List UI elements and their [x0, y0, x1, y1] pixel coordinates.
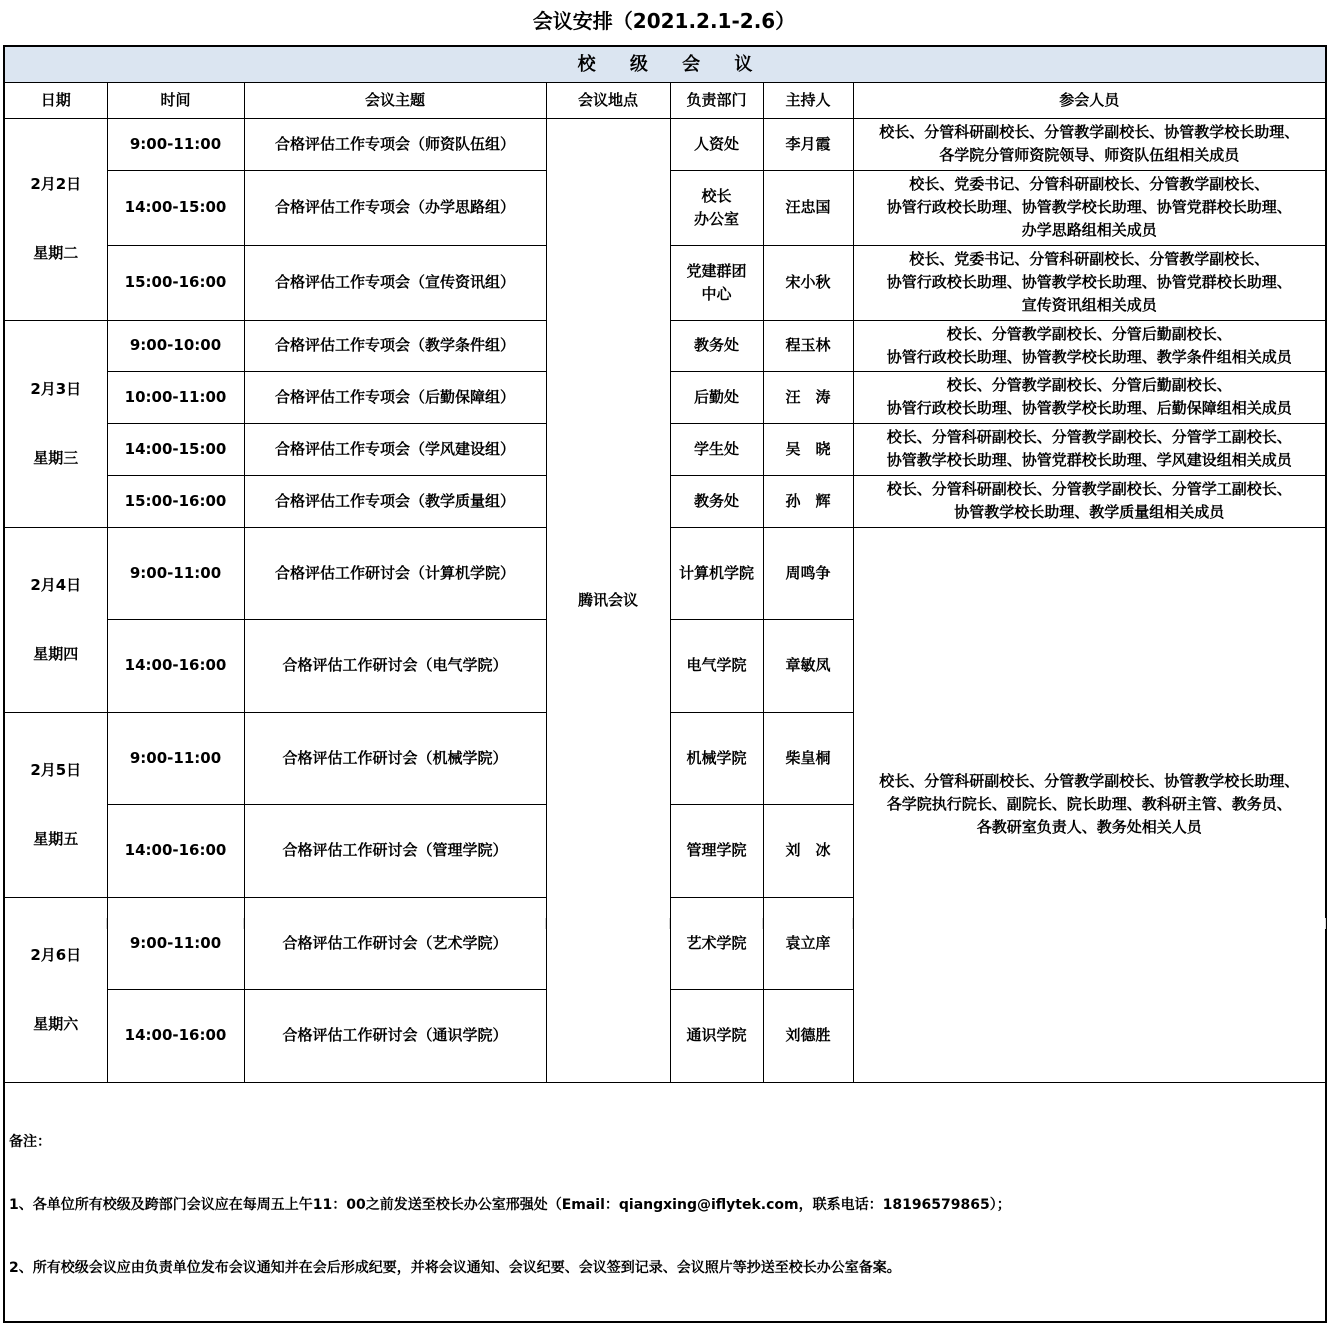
attendees-cell: 校长、党委书记、分管科研副校长、分管教学副校长、 协管行政校长助理、协管教学校长助理、协管党群校长助理、 宣传资讯组相关成员 [853, 245, 1326, 320]
attendees-cell: 校长、分管科研副校长、分管教学副校长、协管教学校长助理、 各学院分管师资院领导、师资队伍组相关成员 [853, 118, 1326, 170]
department-cell: 教务处 [670, 320, 763, 371]
col-header-location: 会议地点 [546, 82, 670, 118]
weekday-label: 星期二 [33, 244, 79, 262]
time-cell: 9:00-11:00 [107, 897, 244, 990]
time-cell: 14:00-16:00 [107, 620, 244, 713]
host-cell: 汪忠国 [763, 170, 853, 245]
time-cell: 9:00-10:00 [107, 320, 244, 371]
host-cell: 袁立庠 [763, 897, 853, 990]
attendees-cell: 校长、分管科研副校长、分管教学副校长、分管学工副校长、 协管教学校长助理、协管党群校长助理、学风建设组相关成员 [853, 423, 1326, 475]
time-cell: 9:00-11:00 [107, 527, 244, 620]
attendees-cell: 校长、分管教学副校长、分管后勤副校长、 协管行政校长助理、协管教学校长助理、后勤保障组相关成员 [853, 371, 1326, 423]
host-cell: 宋小秋 [763, 245, 853, 320]
time-cell: 14:00-15:00 [107, 170, 244, 245]
attendees-cell: 校长、党委书记、分管科研副校长、分管教学副校长、 协管行政校长助理、协管教学校长助理、协管党群校长助理、 办学思路组相关成员 [853, 170, 1326, 245]
host-cell: 柴皇桐 [763, 712, 853, 805]
host-cell: 吴 晓 [763, 423, 853, 475]
page-title: 会议安排（2021.2.1-2.6） [532, 9, 796, 33]
host-cell: 刘德胜 [763, 990, 853, 1083]
time-cell: 10:00-11:00 [107, 371, 244, 423]
time-cell: 14:00-16:00 [107, 805, 244, 898]
sheet-gridlines [0, 918, 1328, 929]
host-cell: 刘 冰 [763, 805, 853, 898]
topic-cell: 合格评估工作专项会（办学思路组） [244, 170, 546, 245]
department-cell: 机械学院 [670, 712, 763, 805]
attendees-cell: 校长、分管教学副校长、分管后勤副校长、 协管行政校长助理、协管教学校长助理、教学条件组相关成员 [853, 320, 1326, 371]
date-cell [4, 320, 107, 527]
col-header-topic: 会议主题 [244, 82, 546, 118]
date-label: 2月5日 [30, 760, 82, 779]
table-row [4, 118, 1326, 170]
col-header-host: 主持人 [763, 82, 853, 118]
department-cell: 管理学院 [670, 805, 763, 898]
date-cell [4, 118, 107, 320]
weekday-label: 星期六 [33, 1014, 79, 1033]
weekday-label: 星期三 [33, 448, 79, 467]
attendees-cell: 校长、分管科研副校长、分管教学副校长、分管学工副校长、 协管教学校长助理、教学质量组相关成员 [853, 475, 1326, 527]
host-cell: 程玉林 [763, 320, 853, 371]
col-header-date: 日期 [4, 82, 107, 118]
topic-cell: 合格评估工作专项会（宣传资讯组） [244, 245, 546, 320]
note-item: 1、各单位所有校级及跨部门会议应在每周五上午11：00之前发送至校长办公室邢强处（Email：qiangxing@iflytek.com，联系电话：18196579865）； [9, 1196, 1011, 1213]
weekday-label: 星期四 [33, 644, 79, 663]
section-header-row [4, 46, 1326, 82]
topic-cell: 合格评估工作专项会（后勤保障组） [244, 371, 546, 423]
topic-cell: 合格评估工作研讨会（计算机学院） [244, 527, 546, 620]
topic-cell: 合格评估工作专项会（师资队伍组） [244, 118, 546, 170]
time-cell: 9:00-11:00 [107, 712, 244, 805]
department-cell: 学生处 [670, 423, 763, 475]
department-cell: 艺术学院 [670, 897, 763, 990]
topic-cell: 合格评估工作专项会（教学条件组） [244, 320, 546, 371]
time-cell: 9:00-11:00 [107, 118, 244, 170]
notes-row [4, 1082, 1326, 1322]
department-cell: 教务处 [670, 475, 763, 527]
col-header-attendees: 参会人员 [853, 82, 1326, 118]
topic-cell: 合格评估工作专项会（教学质量组） [244, 475, 546, 527]
weekday-label: 星期五 [33, 829, 79, 848]
date-cell [4, 712, 107, 897]
col-header-department: 负责部门 [670, 82, 763, 118]
time-cell: 15:00-16:00 [107, 475, 244, 527]
date-label: 2月2日 [30, 175, 82, 193]
topic-cell: 合格评估工作研讨会（通识学院） [244, 990, 546, 1083]
host-cell: 章敏凤 [763, 620, 853, 713]
department-cell: 党建群团 中心 [670, 245, 763, 320]
time-cell: 14:00-15:00 [107, 423, 244, 475]
department-cell: 人资处 [670, 118, 763, 170]
topic-cell: 合格评估工作研讨会（电气学院） [244, 620, 546, 713]
date-cell [4, 527, 107, 712]
date-label: 2月4日 [30, 575, 82, 594]
department-cell: 计算机学院 [670, 527, 763, 620]
host-cell: 汪 涛 [763, 371, 853, 423]
host-cell: 李月霞 [763, 118, 853, 170]
date-label: 2月6日 [30, 945, 82, 964]
date-label: 2月3日 [30, 379, 82, 398]
topic-cell: 合格评估工作研讨会（机械学院） [244, 712, 546, 805]
note-item: 2、所有校级会议应由负责单位发布会议通知并在会后形成纪要，并将会议通知、会议纪要、会议签到记录、会议照片等抄送至校长办公室备案。 [9, 1259, 901, 1276]
shared-attendees-cell: 校长、分管科研副校长、分管教学副校长、协管教学校长助理、 各学院执行院长、副院长、院长助理、教科研主管、教务员、 各教研室负责人、教务处相关人员 [853, 527, 1326, 1082]
schedule-table [3, 45, 1327, 1323]
location-cell: 腾讯会议 [546, 118, 670, 1082]
section-header: 校 级 会 议 [4, 46, 1326, 82]
notes-cell [4, 1082, 1326, 1322]
host-cell: 孙 辉 [763, 475, 853, 527]
topic-cell: 合格评估工作研讨会（管理学院） [244, 805, 546, 898]
notes-label: 备注： [9, 1133, 51, 1150]
host-cell: 周鸣争 [763, 527, 853, 620]
time-cell: 14:00-16:00 [107, 990, 244, 1083]
topic-cell: 合格评估工作专项会（学风建设组） [244, 423, 546, 475]
column-header-row [4, 82, 1326, 118]
time-cell: 15:00-16:00 [107, 245, 244, 320]
department-cell: 电气学院 [670, 620, 763, 713]
topic-cell: 合格评估工作研讨会（艺术学院） [244, 897, 546, 990]
col-header-time: 时间 [107, 82, 244, 118]
department-cell: 后勤处 [670, 371, 763, 423]
department-cell: 校长 办公室 [670, 170, 763, 245]
department-cell: 通识学院 [670, 990, 763, 1083]
